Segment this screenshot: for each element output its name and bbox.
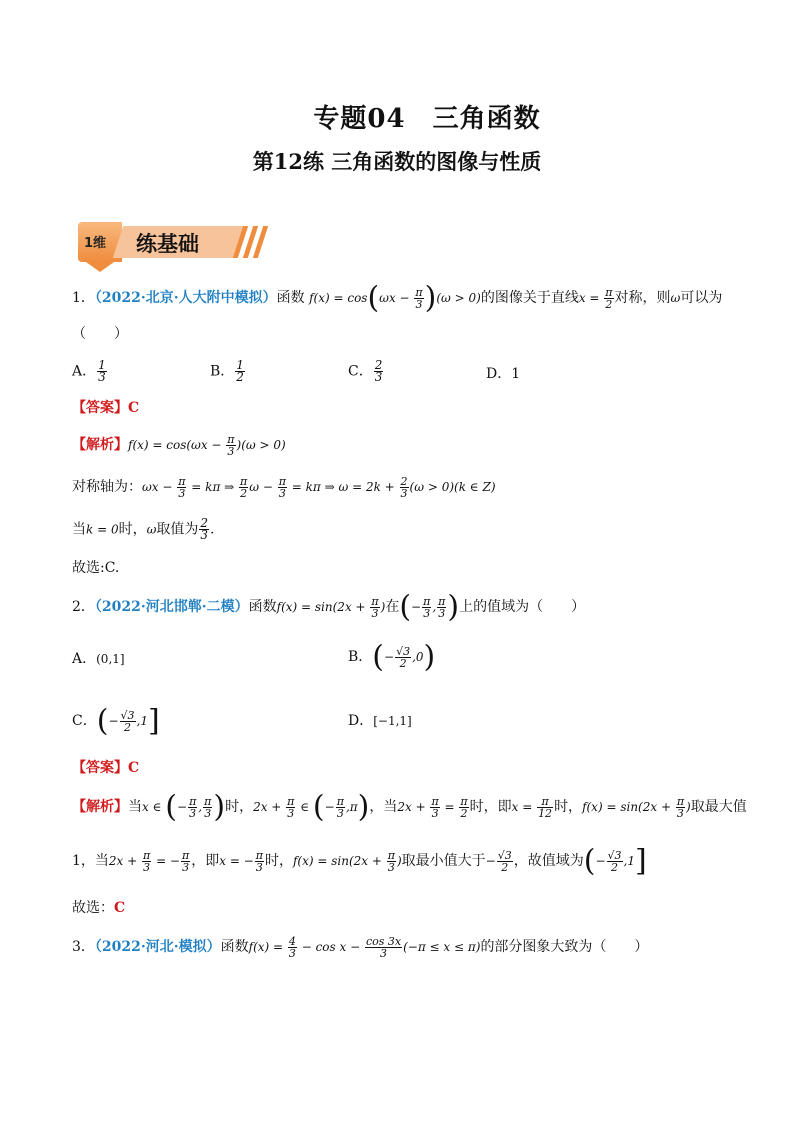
q2-number: 2．: [72, 599, 95, 615]
answer-value: C: [128, 760, 140, 776]
option-label: B．: [348, 649, 373, 665]
q2-analysis-2: [72, 843, 647, 879]
q3-number: 3．: [72, 939, 95, 955]
q1-value: 当k = 0时，ω取值为 $\frac{2}{3}$ .: [72, 516, 215, 542]
q2-option-a: [72, 648, 125, 668]
q1-axis-formula: ωx − $\frac{\pi}{3}$ = kπ ⇒ $\frac{\pi}{2}$ ω − $\frac{\pi}{3}$ = kπ ⇒ ω = 2k + $\frac{2}{3}$ (ω > 0)(k ∈ Z): [142, 475, 496, 500]
q2-stem-text: 上的值域为（ ）: [459, 599, 586, 615]
q2-analysis-1: [72, 789, 747, 825]
answer-tag: 【答案】: [72, 400, 128, 416]
q2-formula: 2x + $\frac{\pi}{3}$ ∈ (− $\frac{\pi}{3}$ ,π): [253, 789, 370, 825]
q2-text: 取最小值大于: [401, 853, 486, 869]
q2-interval: (− $\frac{\pi}{3}$ , $\frac{\pi}{3}$ ): [399, 589, 460, 625]
choose-label: 故选：: [72, 900, 114, 916]
q2-option-c: [72, 703, 160, 739]
section-banner: [78, 222, 258, 264]
banner-badge-tip: [86, 262, 114, 272]
q2-stem-text: 在: [385, 599, 400, 615]
option-label: B．: [210, 363, 235, 380]
q1-stem-text: 可以为: [680, 290, 723, 306]
q1-value-frac: $\frac{2}{3}$: [200, 516, 209, 542]
q1-choose: 故选:C.: [72, 560, 120, 576]
q2-source: （2022·河北邯郸·二模）: [94, 599, 249, 615]
q2-text: 1，当: [72, 853, 109, 869]
q1-option-d: D．1: [486, 366, 521, 382]
q2-text: ，故值域为: [513, 853, 584, 869]
analysis-tag: 【解析】: [72, 799, 128, 815]
q3-stem-text: 的部分图象大致为（ ）: [480, 939, 649, 955]
q1-line: x = $\frac{\pi}{2}$: [578, 286, 613, 311]
q2-stem: [72, 589, 586, 625]
q2-text: 当: [128, 799, 142, 815]
q2-formula: x ∈ (− $\frac{\pi}{3}$ , $\frac{\pi}{3}$ ): [142, 789, 226, 825]
q1-stem-text: 对称，则: [614, 290, 671, 306]
q2-choose: [72, 898, 125, 918]
q3-stem-text: 函数: [220, 939, 249, 955]
q1-paren: （ ）: [72, 326, 128, 342]
q2-text: ，当: [369, 799, 398, 815]
q1-analysis-formula: f(x) = cos(ωx − $\frac{\pi}{3}$ )(ω > 0): [128, 433, 286, 458]
option-label: D．: [348, 713, 374, 729]
q1-option-a: [72, 360, 108, 383]
choose-value: C: [114, 900, 126, 916]
omega-symbol: ω: [146, 522, 157, 537]
q1-source: （2022·北京·人大附中模拟）: [94, 290, 277, 306]
q1-option-c: [348, 360, 384, 383]
q2-answer: [72, 758, 139, 778]
answer-tag: 【答案】: [72, 760, 128, 776]
option-label: A．: [72, 651, 97, 667]
q2-option-b: [348, 639, 436, 675]
q1-number: 1．: [72, 290, 95, 306]
option-label: C．: [348, 363, 373, 380]
option-value: $\frac{1}{2}$: [236, 358, 244, 384]
q2-text: 时，即: [469, 799, 512, 815]
option-label: A．: [72, 363, 97, 380]
analysis-tag: 【解析】: [72, 437, 128, 453]
q1-text: 取值为: [156, 521, 199, 538]
q1-axis: [72, 476, 496, 499]
banner-label: 练基础: [136, 231, 199, 256]
q2-text: 取最大值: [690, 799, 747, 815]
q1-answer: [72, 398, 139, 418]
option-value: [−1,1]: [373, 714, 412, 728]
option-value: (0,1]: [96, 652, 125, 666]
page-subtitle: 第12练 三角函数的图像与性质: [252, 149, 542, 174]
q2-formula: 2x + $\frac{\pi}{3}$ = $\frac{\pi}{2}$: [397, 795, 468, 820]
q2-formula: − $\frac{√3}{2}$: [485, 849, 512, 874]
k-zero: k = 0: [86, 522, 119, 537]
q2-function: f(x) = sin(2x + $\frac{\pi}{3}$ ): [276, 595, 386, 620]
axis-label: 对称轴为：: [72, 479, 142, 495]
q1-stem-text: 的图像关于直线: [480, 290, 579, 306]
q1-stem: [72, 280, 723, 316]
page-title: 专题04 三角函数: [313, 104, 541, 134]
q2-stem-text: 函数: [248, 599, 277, 615]
q2-formula: f(x) = sin(2x + $\frac{\pi}{3}$ ): [582, 795, 691, 820]
q3-function: f(x) = $\frac{4}{3}$ − cos x − $\frac{\cos 3x}{3}$ (−π ≤ x ≤ π): [248, 935, 481, 960]
q2-formula: 2x + $\frac{\pi}{3}$ = − $\frac{\pi}{3}$: [108, 849, 190, 874]
option-value: (− $\frac{√3}{2}$ ,0): [372, 639, 436, 675]
q3-stem: [72, 936, 648, 959]
q1-function: f(x) = cos(ωx − $\frac{\pi}{3}$ )(ω > 0): [309, 280, 481, 316]
option-label: C．: [72, 713, 97, 729]
q1-stem-text: 函数: [276, 290, 305, 306]
q1-option-b: [210, 360, 246, 383]
q2-text: 时，: [225, 799, 254, 815]
q1-text: 时，: [118, 521, 147, 538]
q2-option-d: [348, 710, 412, 730]
option-value: (− $\frac{√3}{2}$ ,1]: [96, 703, 160, 739]
q2-formula: x = $\frac{\pi}{12}$: [511, 795, 553, 820]
q3-source: （2022·河北·模拟）: [94, 939, 221, 955]
q2-text: 时，: [554, 799, 583, 815]
q2-formula: (− $\frac{√3}{2}$ ,1]: [583, 843, 647, 879]
q2-formula: x = − $\frac{\pi}{3}$: [219, 849, 263, 874]
q2-text: ，即: [191, 853, 220, 869]
q1-text: 当: [72, 521, 86, 538]
q2-formula: f(x) = sin(2x + $\frac{\pi}{3}$ ): [292, 849, 402, 874]
q1-analysis: [72, 434, 286, 457]
omega-symbol: ω: [670, 291, 681, 305]
option-value: $\frac{2}{3}$: [374, 358, 383, 384]
answer-value: C: [128, 400, 140, 416]
q2-text: 时，: [264, 853, 293, 869]
banner-badge: 1维: [84, 236, 107, 251]
option-value: $\frac{1}{3}$: [98, 358, 106, 384]
